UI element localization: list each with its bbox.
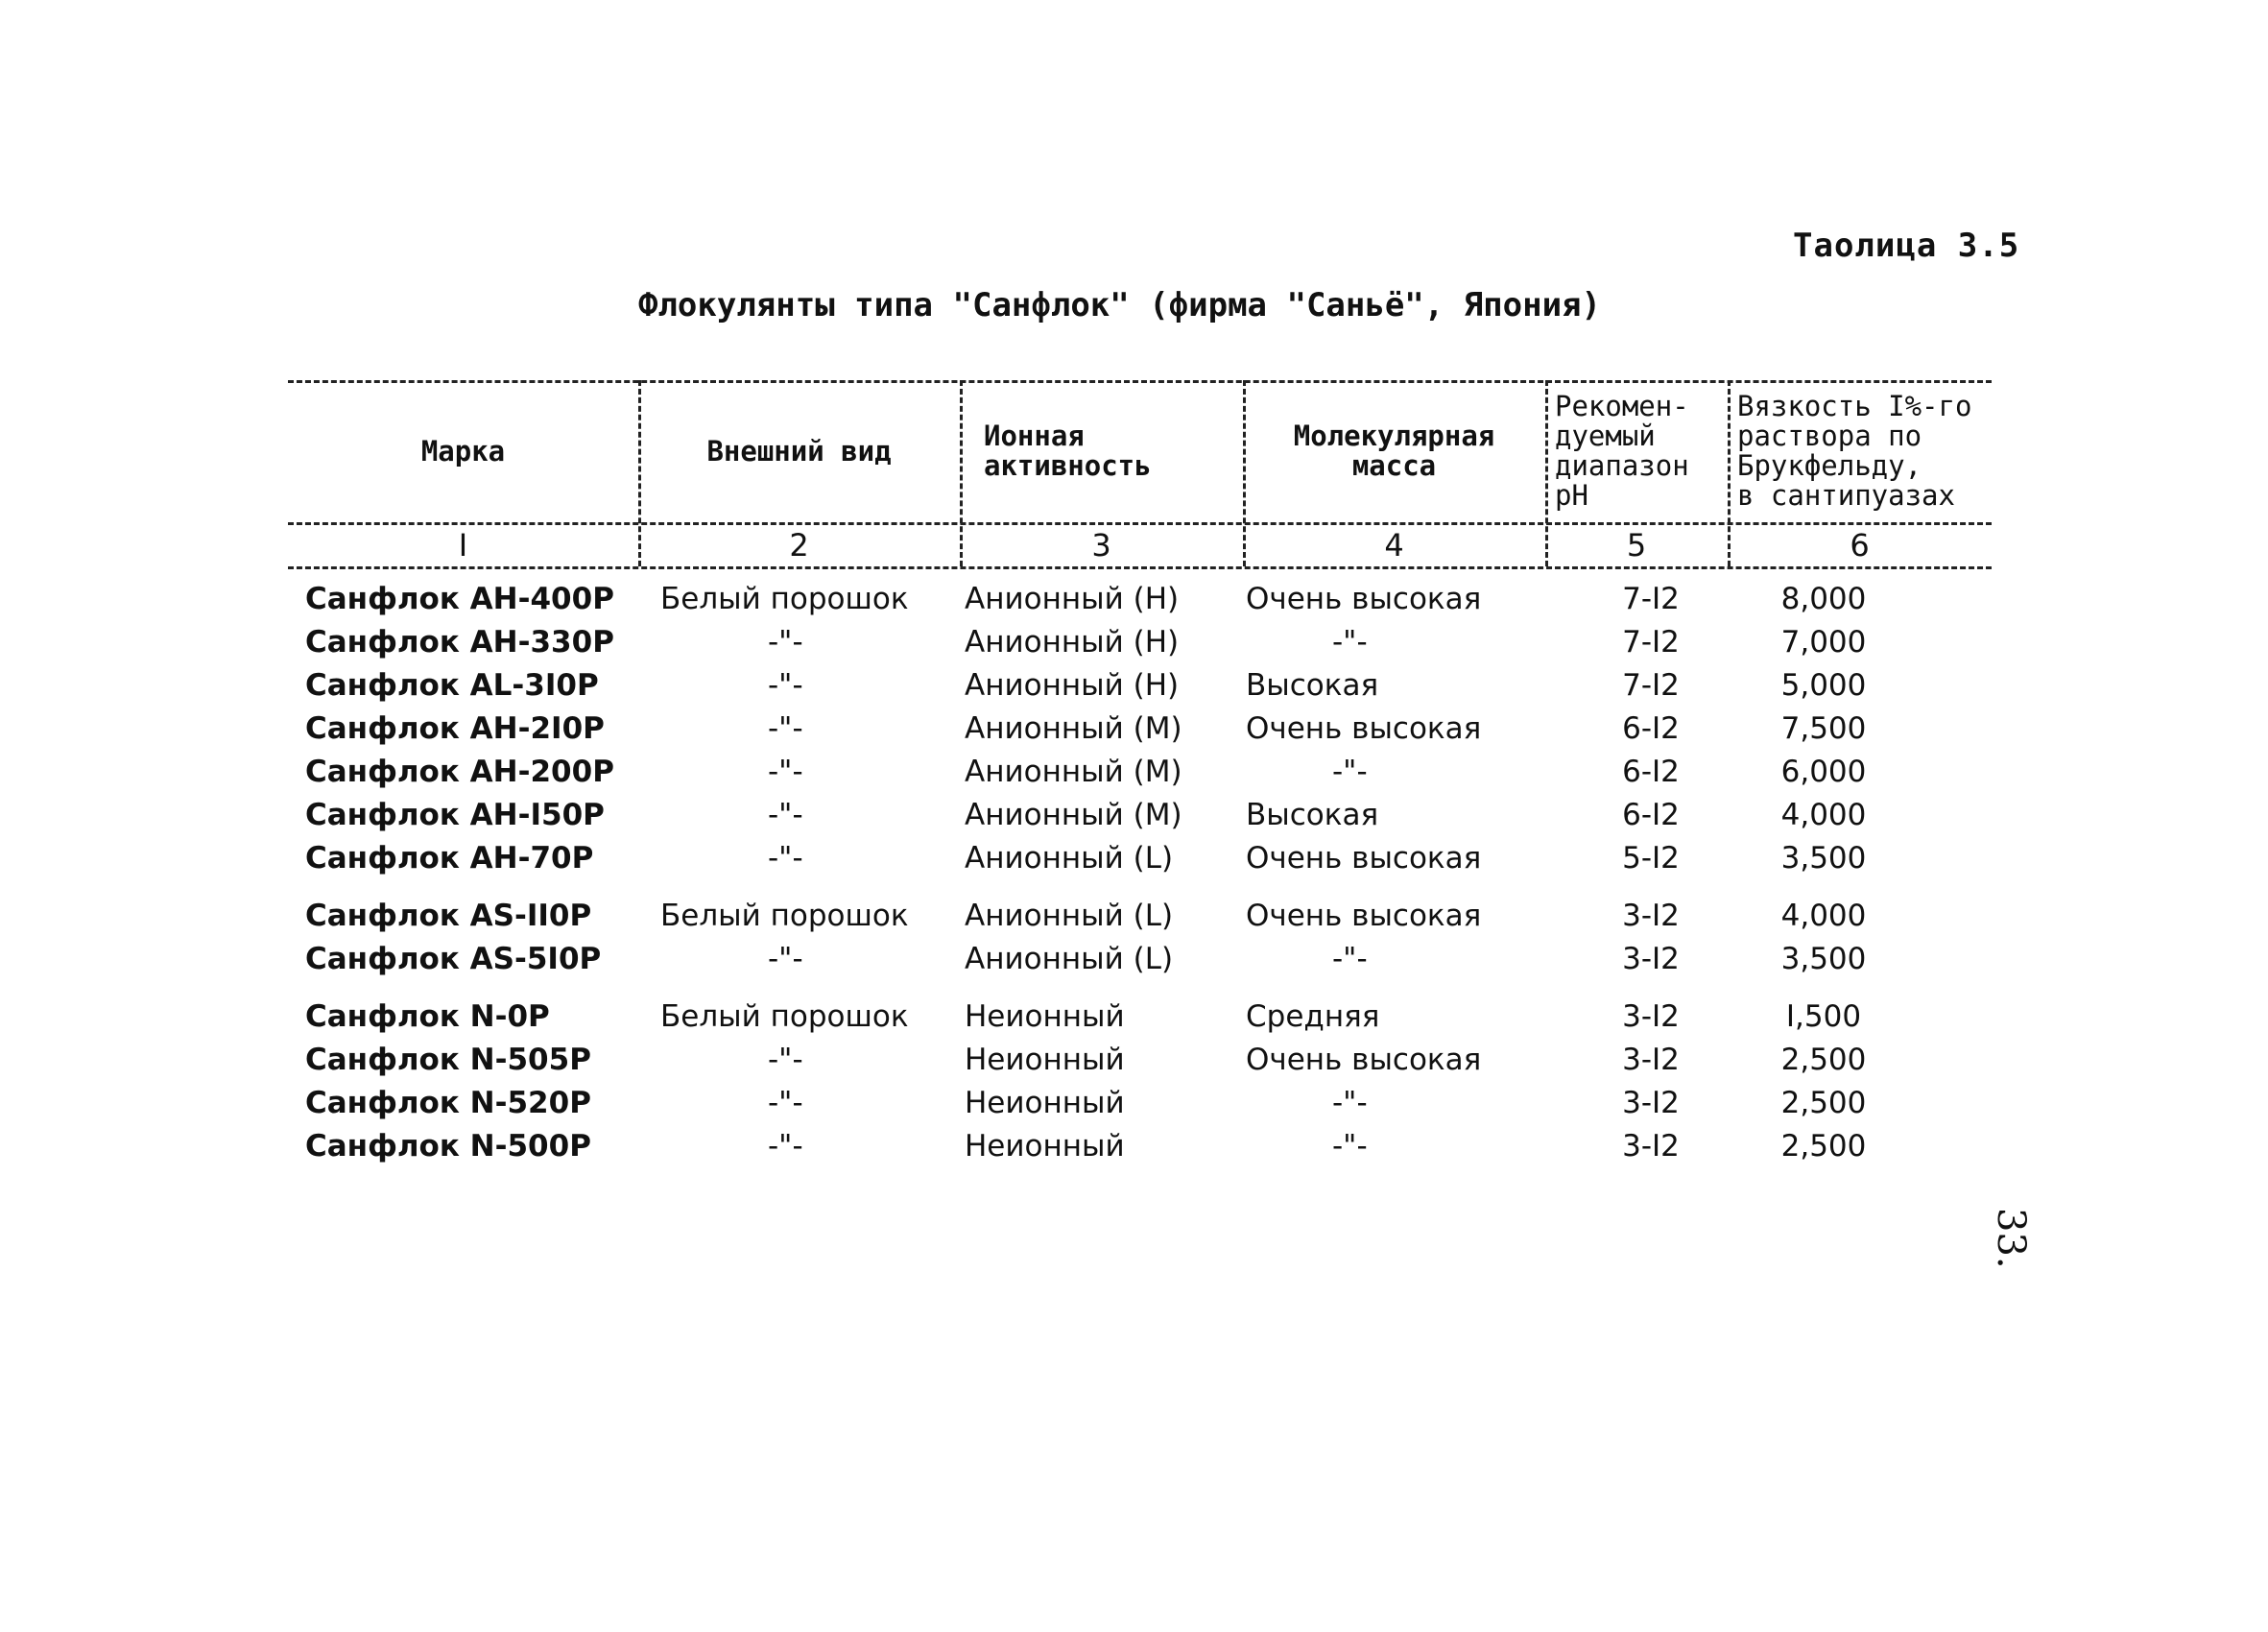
header-viscosity: Вязкость I%-го раствора по Брукфельду, в сантипуазах <box>1737 390 1972 512</box>
table-row <box>288 996 1992 1038</box>
cell-brand: Санфлок N-500Р <box>305 1129 591 1164</box>
cell-appearance: Белый порошок <box>660 999 909 1034</box>
table-row <box>288 578 1992 620</box>
cell-ph-range: 3-I2 <box>1622 1129 1680 1164</box>
column-number: 3 <box>1091 527 1111 564</box>
cell-ionic-activity: Неионный <box>965 999 1125 1034</box>
cell-viscosity: 2,500 <box>1780 1086 1867 1120</box>
cell-molecular-mass: Очень высокая <box>1246 582 1482 616</box>
header-ph-range: Рекомен- дуемый диапазон pH <box>1555 390 1689 512</box>
cell-viscosity: 7,000 <box>1780 625 1867 660</box>
cell-ionic-activity: Неионный <box>965 1129 1125 1164</box>
table-row <box>288 751 1992 793</box>
cell-appearance: Белый порошок <box>660 899 909 933</box>
cell-viscosity: 2,500 <box>1780 1129 1867 1164</box>
cell-brand: Санфлок АН-I50Р <box>305 798 605 832</box>
cell-viscosity: 8,000 <box>1780 582 1867 616</box>
table-row <box>288 794 1992 836</box>
cell-appearance: -"- <box>768 1086 803 1120</box>
cell-appearance: -"- <box>768 668 803 703</box>
cell-viscosity: 3,500 <box>1780 942 1867 976</box>
cell-ph-range: 3-I2 <box>1622 999 1680 1034</box>
table-row <box>288 621 1992 663</box>
cell-ionic-activity: Анионный (М) <box>965 711 1182 746</box>
header-molecular-mass: Молекулярная масса <box>1293 420 1495 482</box>
cell-brand: Санфлок AS-5I0Р <box>305 942 602 976</box>
cell-ionic-activity: Анионный (М) <box>965 798 1182 832</box>
cell-ph-range: 7-I2 <box>1622 668 1680 703</box>
table-row <box>288 938 1992 980</box>
cell-ph-range: 3-I2 <box>1622 1086 1680 1120</box>
cell-viscosity: 6,000 <box>1780 755 1867 789</box>
cell-appearance: -"- <box>768 798 803 832</box>
table-row <box>288 1039 1992 1081</box>
cell-molecular-mass: Очень высокая <box>1246 841 1482 876</box>
numbers-bottom-rule <box>288 566 1992 569</box>
cell-appearance: -"- <box>768 711 803 746</box>
cell-ionic-activity: Анионный (Н) <box>965 625 1180 660</box>
table-row <box>288 708 1992 750</box>
header-appearance: Внешний вид <box>706 434 892 468</box>
cell-molecular-mass: -"- <box>1332 755 1368 789</box>
header-ionic-activity: Ионная активность <box>984 420 1152 482</box>
cell-appearance: Белый порошок <box>660 582 909 616</box>
column-number: I <box>458 527 468 564</box>
cell-brand: Санфлок АН-400Р <box>305 582 614 616</box>
cell-ionic-activity: Неионный <box>965 1043 1125 1077</box>
column-number: 5 <box>1626 527 1647 564</box>
header-brand: Марка <box>420 434 506 468</box>
table-row <box>288 837 1992 879</box>
cell-molecular-mass: -"- <box>1332 1129 1368 1164</box>
cell-viscosity: 5,000 <box>1780 668 1867 703</box>
table-row <box>288 1082 1992 1124</box>
cell-molecular-mass: -"- <box>1332 942 1368 976</box>
cell-ionic-activity: Анионный (Н) <box>965 582 1180 616</box>
cell-brand: Санфлок АН-2I0Р <box>305 711 605 746</box>
cell-ph-range: 6-I2 <box>1622 798 1680 832</box>
cell-ph-range: 3-I2 <box>1622 1043 1680 1077</box>
table-title <box>0 286 2268 324</box>
cell-ph-range: 3-I2 <box>1622 899 1680 933</box>
cell-ph-range: 5-I2 <box>1622 841 1680 876</box>
cell-ionic-activity: Анионный (Н) <box>965 668 1180 703</box>
cell-brand: Санфлок AL-3I0Р <box>305 668 599 703</box>
cell-ionic-activity: Анионный (М) <box>965 755 1182 789</box>
cell-viscosity: 4,000 <box>1780 798 1867 832</box>
cell-brand: Санфлок N-505Р <box>305 1043 591 1077</box>
cell-ph-range: 6-I2 <box>1622 755 1680 789</box>
cell-appearance: -"- <box>768 841 803 876</box>
table-title-text: Флокулянты типа "Санфлок" (фирма "Саньё", Япония) <box>637 286 1602 324</box>
cell-molecular-mass: -"- <box>1332 1086 1368 1120</box>
cell-molecular-mass: -"- <box>1332 625 1368 660</box>
cell-ph-range: 6-I2 <box>1622 711 1680 746</box>
cell-viscosity: 4,000 <box>1780 899 1867 933</box>
cell-appearance: -"- <box>768 942 803 976</box>
table-label: Таолица 3.5 <box>1793 227 2020 265</box>
cell-molecular-mass: Очень высокая <box>1246 1043 1482 1077</box>
cell-ionic-activity: Неионный <box>965 1086 1125 1120</box>
cell-appearance: -"- <box>768 1043 803 1077</box>
cell-brand: Санфлок N-520Р <box>305 1086 591 1120</box>
table-row <box>288 895 1992 937</box>
page-number: 33. <box>1989 1208 2033 1269</box>
cell-appearance: -"- <box>768 625 803 660</box>
cell-ionic-activity: Анионный (L) <box>965 841 1174 876</box>
table-row <box>288 1125 1992 1167</box>
cell-viscosity: I,500 <box>1785 999 1862 1034</box>
cell-viscosity: 2,500 <box>1780 1043 1867 1077</box>
column-number: 6 <box>1850 527 1870 564</box>
table-row <box>288 664 1992 707</box>
cell-appearance: -"- <box>768 1129 803 1164</box>
cell-viscosity: 3,500 <box>1780 841 1867 876</box>
cell-brand: Санфлок АН-70Р <box>305 841 594 876</box>
cell-brand: Санфлок АН-330Р <box>305 625 614 660</box>
cell-ionic-activity: Анионный (L) <box>965 942 1174 976</box>
cell-ph-range: 7-I2 <box>1622 625 1680 660</box>
cell-viscosity: 7,500 <box>1780 711 1867 746</box>
cell-brand: Санфлок N-0Р <box>305 999 550 1034</box>
cell-ionic-activity: Анионный (L) <box>965 899 1174 933</box>
cell-molecular-mass: Высокая <box>1246 668 1379 703</box>
cell-molecular-mass: Средняя <box>1246 999 1380 1034</box>
cell-molecular-mass: Очень высокая <box>1246 711 1482 746</box>
column-number: 4 <box>1384 527 1404 564</box>
column-number: 2 <box>789 527 809 564</box>
cell-molecular-mass: Очень высокая <box>1246 899 1482 933</box>
cell-brand: Санфлок АН-200Р <box>305 755 614 789</box>
cell-molecular-mass: Высокая <box>1246 798 1379 832</box>
cell-ph-range: 7-I2 <box>1622 582 1680 616</box>
cell-ph-range: 3-I2 <box>1622 942 1680 976</box>
cell-appearance: -"- <box>768 755 803 789</box>
cell-brand: Санфлок AS-II0Р <box>305 899 592 933</box>
